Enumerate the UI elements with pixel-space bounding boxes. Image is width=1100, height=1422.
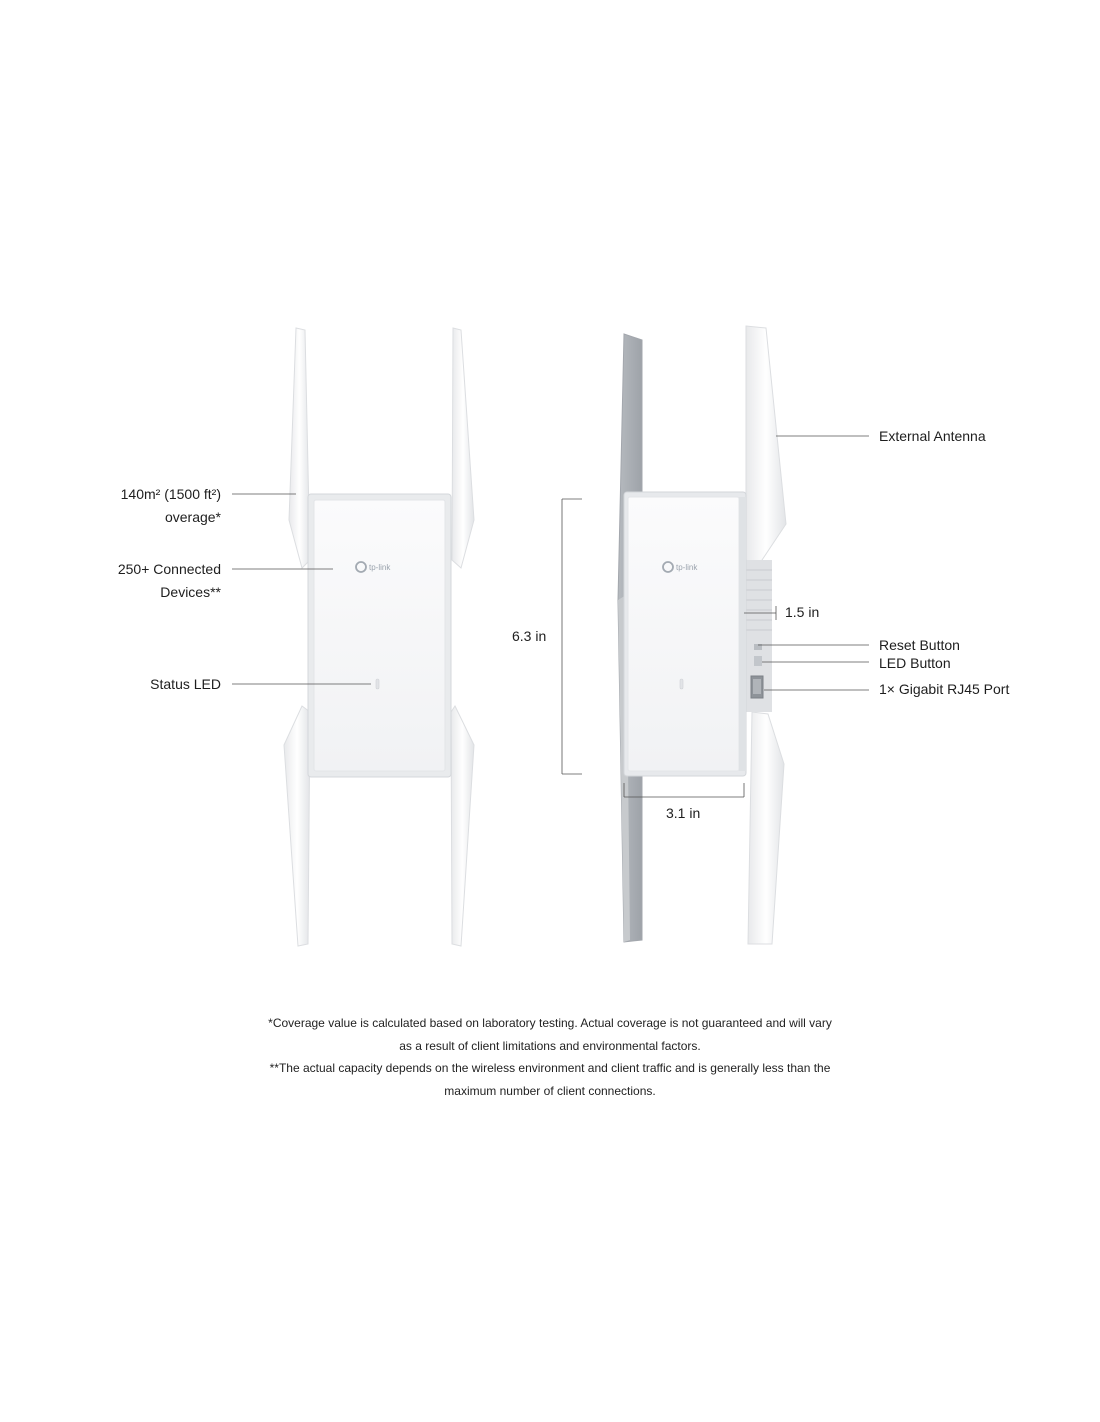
devices-label-line2: Devices**	[160, 584, 221, 600]
side-panel-front	[628, 497, 739, 771]
rj45-port-label: 1× Gigabit RJ45 Port	[879, 681, 1010, 697]
status-led-icon	[376, 679, 379, 689]
antenna-side-right-bottom	[748, 712, 784, 944]
footnote-line-4: maximum number of client connections.	[444, 1083, 656, 1098]
footnotes	[200, 1012, 900, 1102]
height-dimension-label: 6.3 in	[512, 628, 547, 644]
depth-dimension-label: 1.5 in	[785, 604, 820, 620]
led-button-icon	[754, 656, 762, 666]
coverage-label-line2: overage*	[164, 509, 221, 525]
reset-button-label: Reset Button	[879, 637, 960, 653]
front-view-device	[284, 328, 474, 946]
status-led-label: Status LED	[150, 676, 221, 692]
footnote-line-3: **The actual capacity depends on the wireless environment and client traffic and is generally less than the	[269, 1061, 831, 1075]
antenna-front-left-top	[289, 328, 310, 568]
footnote-line-1: *Coverage value is calculated based on laboratory testing. Actual coverage is not guaranteed and will vary	[268, 1016, 832, 1030]
svg-text:tp-link: tp-link	[676, 563, 698, 572]
side-view-device	[618, 326, 786, 944]
antenna-front-right-bottom	[451, 706, 474, 946]
external-antenna-label: External Antenna	[879, 428, 986, 444]
led-button-label: LED Button	[879, 655, 951, 671]
svg-text:tp-link: tp-link	[369, 563, 391, 572]
footnote-line-2: as a result of client limitations and environmental factors.	[399, 1038, 701, 1053]
width-dimension-label: 3.1 in	[666, 805, 701, 821]
antenna-side-right-top	[746, 326, 786, 566]
status-led-side-icon	[680, 679, 683, 689]
antenna-front-right-top	[452, 328, 474, 568]
devices-label-line1: 250+ Connected	[117, 561, 221, 577]
coverage-label-line1: 140m² (1500 ft²)	[120, 486, 221, 502]
front-panel	[314, 500, 445, 771]
coverage-label	[80, 483, 221, 529]
devices-label	[80, 558, 221, 604]
antenna-front-left-bottom	[284, 706, 310, 946]
